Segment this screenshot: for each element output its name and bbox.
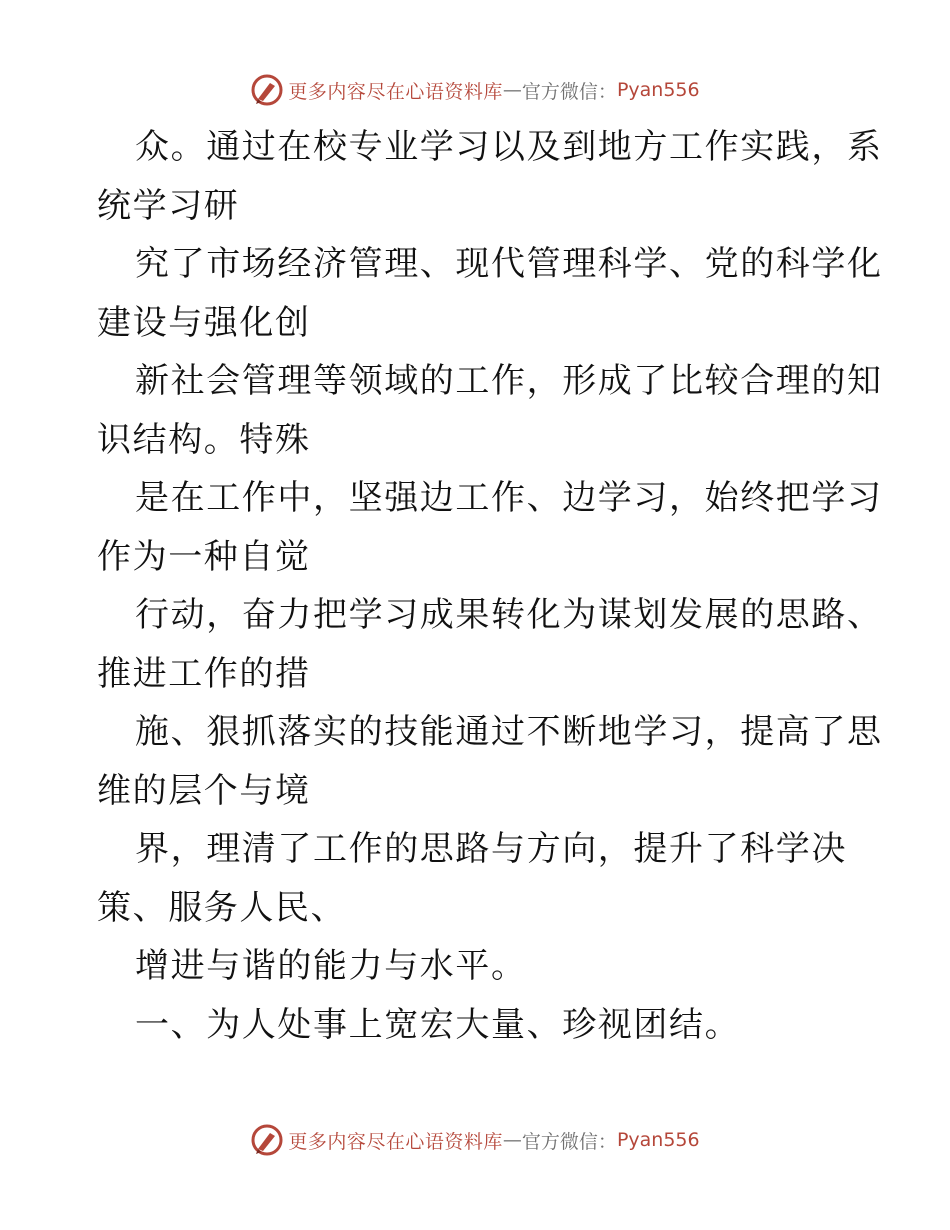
footer-banner-dash: — — [502, 1129, 522, 1151]
pen-logo-icon — [250, 1123, 284, 1157]
body-line: 一、为人处事上宽宏大量、珍视团结。 — [135, 1004, 741, 1045]
header-banner-dash: — — [502, 79, 522, 101]
pen-logo-icon — [250, 73, 284, 107]
header-wechat-label: 官方微信： — [521, 80, 617, 103]
body-line: 行动，奋力把学习成果转化为谋划发展的思路、 — [135, 595, 883, 635]
body-line: 策、服务人民、 — [97, 887, 347, 928]
body-line: 识结构。特殊 — [97, 419, 311, 460]
body-line: 界，理清了工作的思路与方向，提升了科学决 — [135, 829, 847, 869]
footer-banner — [0, 1120, 950, 1160]
footer-wechat-id: Pyan556 — [616, 1129, 700, 1151]
body-line: 增进与谐的能力与水平。 — [135, 946, 527, 986]
footer-wechat-label: 官方微信： — [521, 1130, 617, 1153]
body-line: 是在工作中，坚强边工作、边学习，始终把学习 — [135, 478, 883, 518]
header-banner-text: 更多内容尽在心语资料库 — [288, 80, 503, 103]
document-body — [97, 118, 883, 1054]
body-line: 新社会管理等领域的工作，形成了比较合理的知 — [135, 361, 883, 401]
body-line: 施、狠抓落实的技能通过不断地学习，提高了思 — [135, 712, 883, 752]
footer-banner-text: 更多内容尽在心语资料库 — [288, 1130, 503, 1153]
body-line: 究了市场经济管理、现代管理科学、党的科学化 — [135, 244, 883, 284]
body-line: 推进工作的措 — [97, 653, 311, 694]
body-line: 维的层个与境 — [97, 770, 311, 811]
body-line: 众。通过在校专业学习以及到地方工作实践，系 — [135, 127, 883, 167]
header-banner — [0, 70, 950, 110]
body-line: 建设与强化创 — [97, 302, 311, 343]
header-wechat-id: Pyan556 — [616, 79, 700, 101]
body-line: 作为一种自觉 — [97, 536, 311, 577]
body-line: 统学习研 — [97, 185, 240, 226]
